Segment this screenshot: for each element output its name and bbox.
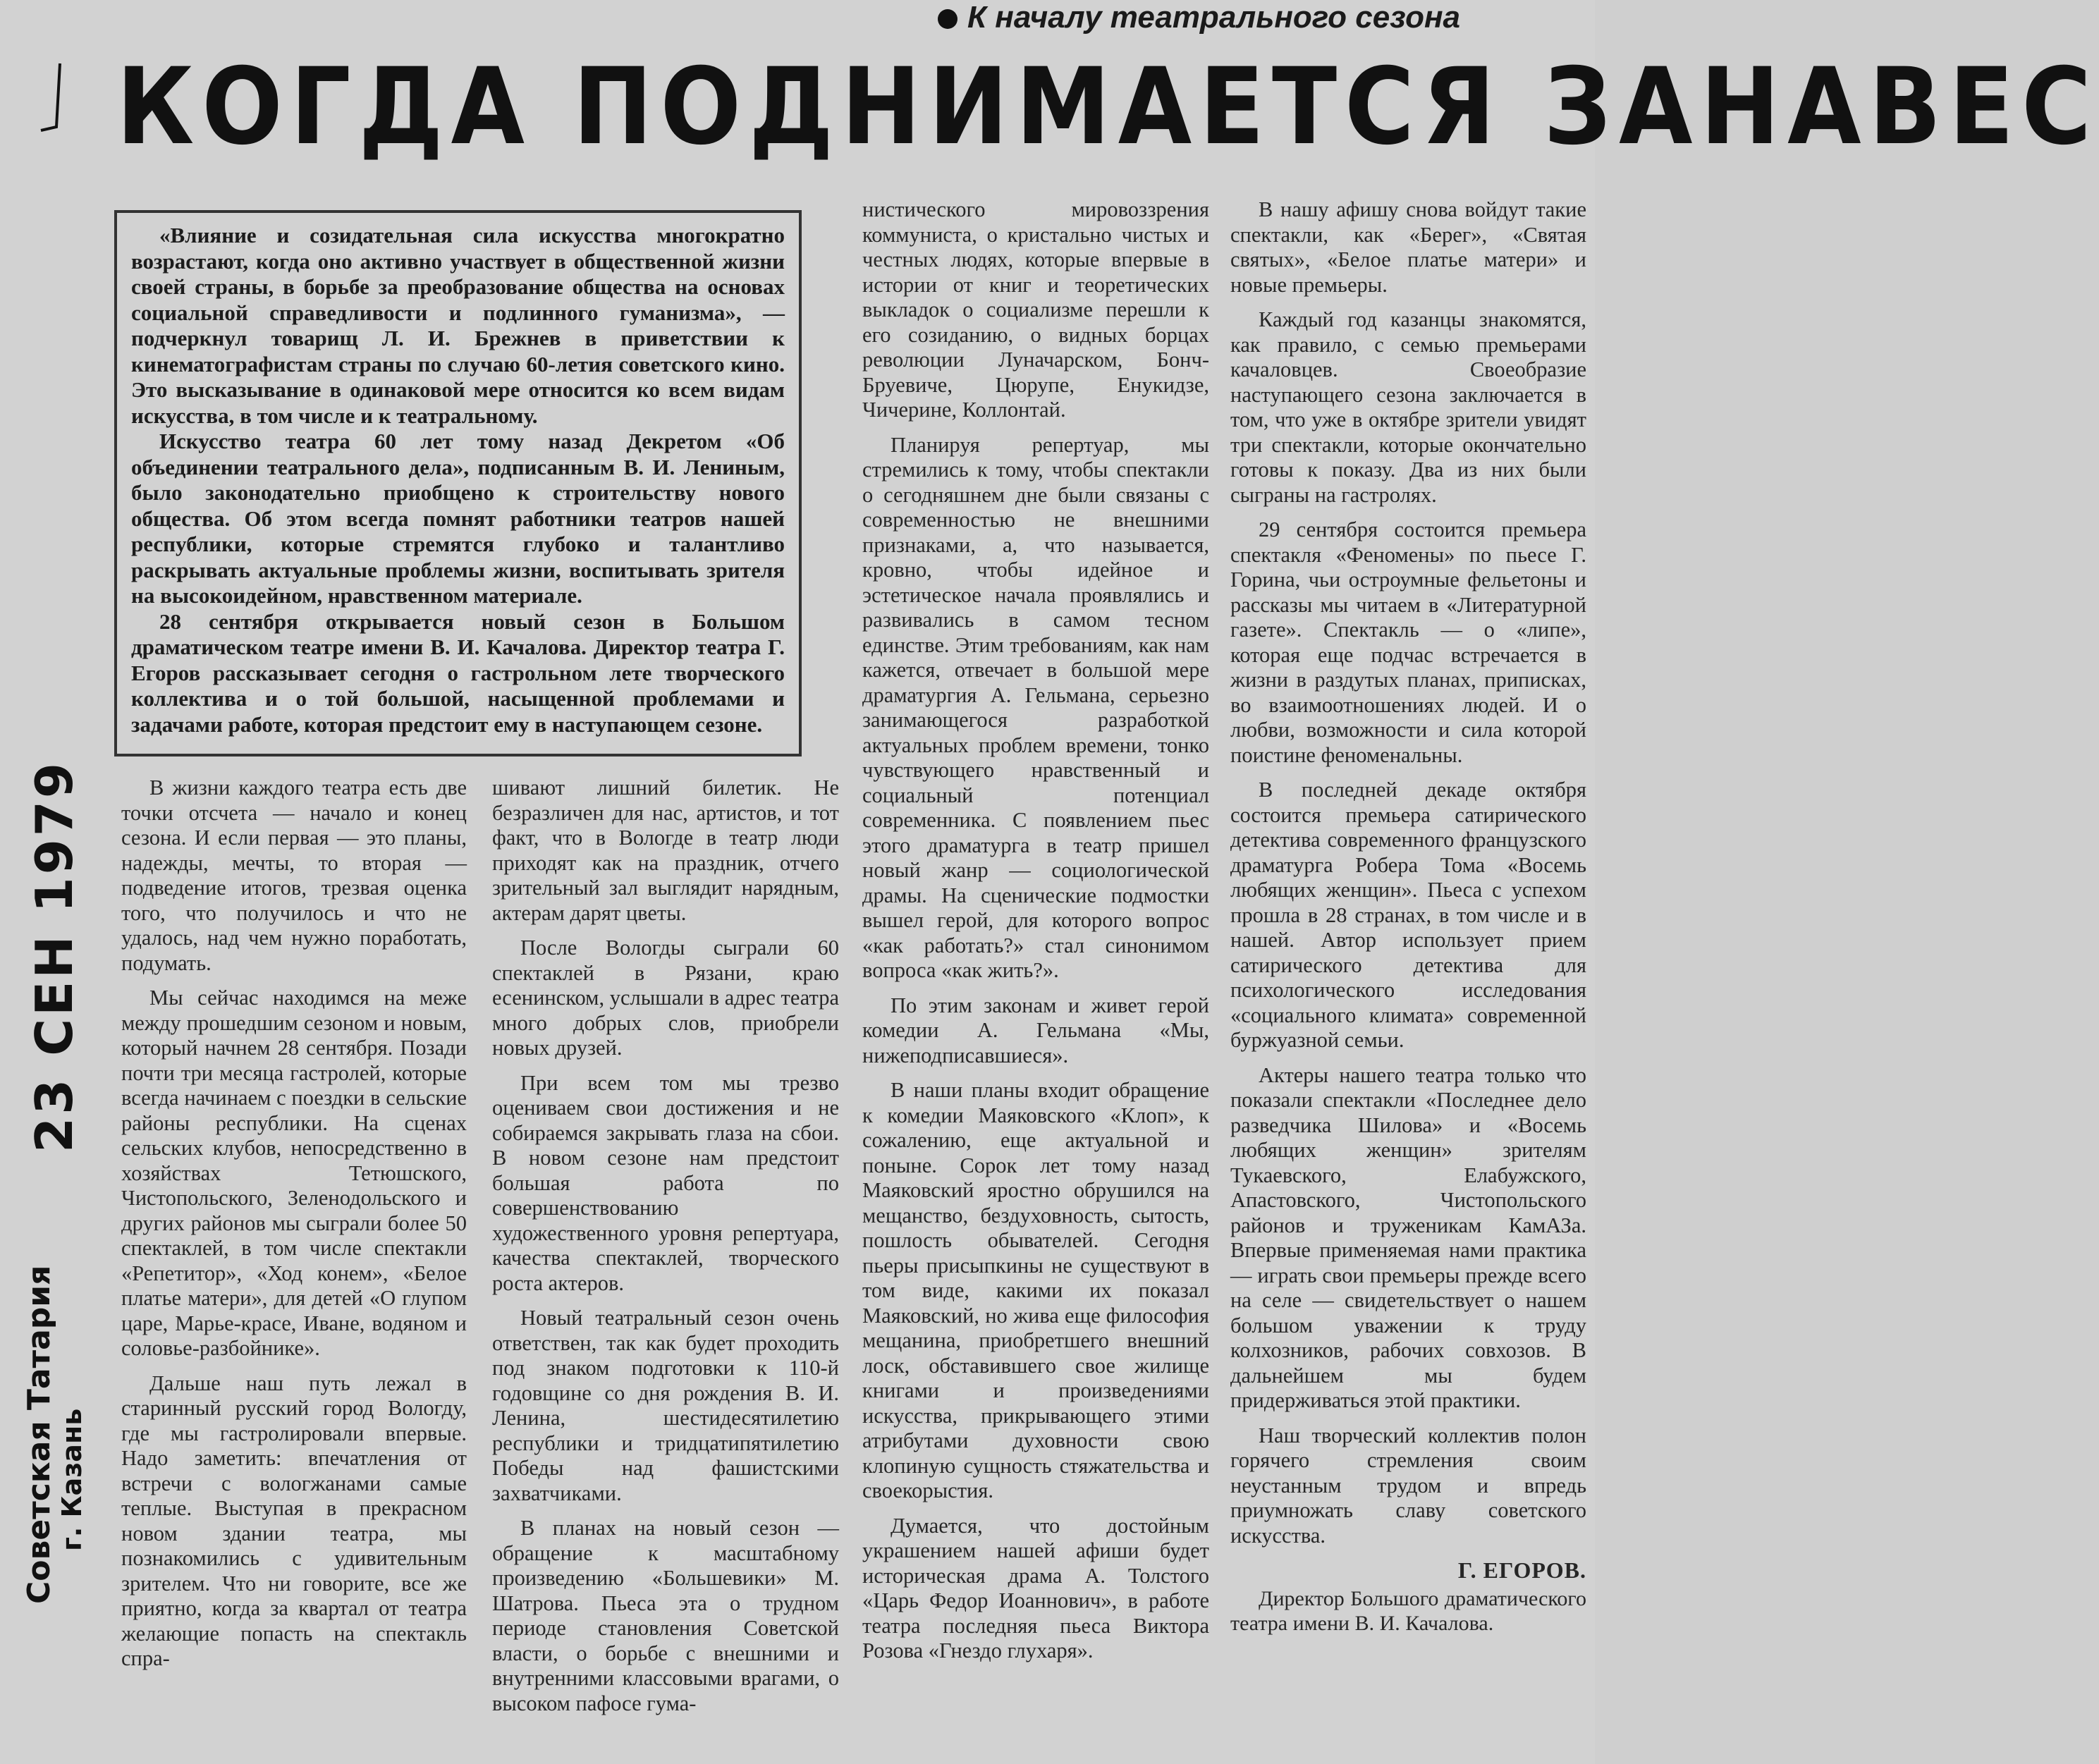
- headline: КОГДА ПОДНИМАЕТСЯ ЗАНАВЕС: [116, 46, 2099, 169]
- paragraph: нистического мировоззрения коммуниста, о кристально чистых и честных людях, которые впервые в истории от книг и теоретических выкладок о социализме перешли к его созиданию, о видных борцах революции Луначарском, Бонч-Бруевиче, Цюрупе, Енукидзе, Чичерине, Коллонтай.: [862, 197, 1209, 422]
- paragraph: Думается, что достойным украшением нашей афиши будет историческая драма А. Толстого «Царь Федор Иоаннович», в работе театра последняя пьеса Виктора Розова «Гнездо глухаря».: [862, 1513, 1209, 1662]
- column-3: [862, 197, 1209, 1759]
- lead-box: [114, 210, 802, 757]
- stamp-date: 23 СЕН 1979: [25, 760, 84, 1153]
- paragraph: В нашу афишу снова войдут такие спектакли, как «Берег», «Святая святых», «Белое платье матери» и новые премьеры.: [1230, 197, 1586, 297]
- author-signature: Г. ЕГОРОВ.: [1457, 1557, 1586, 1583]
- paragraph: Наш творческий коллектив полон горячего стремления своим неустанным трудом и впредь приумножать славу советского искусства.: [1230, 1423, 1586, 1548]
- column-1: [121, 776, 467, 1759]
- paragraph: Мы сейчас находимся на меже между прошедшим сезоном и новым, который начнем 28 сентября. Позади почти три месяца гастролей, которые всегда начинаем с поездки в сельские районы республики. На сценах сельских клубов, непосредственно в хозяйствах Тетюшского, Чистопольского, Зеленодольского и других районов мы сыграли более 50 спектаклей, в том числе спектакли «Репетитор», «Ход конем», «Белое платье матери», для детей «О глупом царе, Марье-красе, Иване, водяном и соловье-разбойнике».: [121, 986, 467, 1360]
- paragraph: По этим законам и живет герой комедии А. Гельмана «Мы, нижеподписавшиеся».: [862, 993, 1209, 1067]
- pen-mark-icon: [39, 60, 71, 137]
- paragraph: Планируя репертуар, мы стремились к тому, чтобы спектакли о сегодняшнем дне были связаны с современностью не внешними признаками, а, что называется, кровно, чтобы идейное и эстетическое начала проявлялись и развивались в самом тесном единстве. Этим требованиям, как нам кажется, отвечает в большой мере драматургия А. Гельмана, серьезно занимающегося разработкой актуальных проблем времени, тонко чувствующего нравственный и социальный потенциал современника. С появлением пьес этого драматурга в театр пришел новый жанр — социологической драмы. На сценические подмостки вышел герой, для которого вопрос «как работать?» стал синонимом вопроса «как жить?».: [862, 432, 1209, 982]
- lead-paragraph: 28 сентября открывается новый сезон в Большом драматическом театре имени В. И. Качалова. Директор театра Г. Егоров рассказывает сегодня о гастрольном лете творческого коллектива и о той большой, насыщенной проблемами и задачами работе, которая предстоит ему в наступающем сезоне.: [131, 608, 785, 737]
- author-position: Директор Большого драматического театра имени В. И. Качалова.: [1230, 1586, 1586, 1635]
- paragraph: В наши планы входит обращение к комедии Маяковского «Клоп», к сожалению, еще актуальной и поныне. Сорок лет тому назад Маяковский яростно обрушился на мещанство, бездуховность, сытость, пошлость обывателей. Сегодня пьеры присыпкины не существуют в том виде, какими их показал Маяковский, но жива еще философия мещанина, приобретшего внешний лоск, обставившего свое жилище книгами и произведениями искусства, прикрывающего этими атрибутами духовности свою клопиную сущность стяжательства и своекорыстия.: [862, 1078, 1209, 1502]
- paragraph: Дальше наш путь лежал в старинный русский город Вологду, где мы гастролировали впервые. Надо заметить: впечатления от встречи с вологжанами самые теплые. Выступая в прекрасном новом здании театра, мы познакомились с удивительным зрителем. Что ни говорите, все же приятно, когда за квартал от театра желающие попасть на спектакль спра-: [121, 1371, 467, 1670]
- stamp-city: г. Казань: [56, 1408, 87, 1551]
- column-2: [492, 776, 839, 1759]
- paragraph: В планах на новый сезон — обращение к масштабному произведению «Большевики» М. Шатрова. Пьеса эта о трудном периоде становления Советской власти, о борьбе с внешними и внутренними классовыми врагами, о высоком пафосе гума-: [492, 1516, 839, 1715]
- lead-paragraph: «Влияние и созидательная сила искусства многократно возрастают, когда оно активно участвует в общественной жизни своей страны, в борьбе за преобразование общества на основах социальной справедливости и подлинного гуманизма», — подчеркнул товарищ Л. И. Брежнев в приветствии к кинематографистам страны по случаю 60-летия советского кино. Это высказывание в одинаковой мере относится ко всем видам искусства, в том числе и к театральному.: [131, 223, 785, 428]
- column-4: [1230, 197, 1586, 1759]
- paragraph: В последней декаде октября состоится премьера сатирического детектива современного французского драматурга Робера Тома «Восемь любящих женщин». Пьеса с успехом прошла в 28 странах, в том числе и в нашей. Автор использует прием сатирического детектива для психологического исследования «социального климата» современной буржуазной семьи.: [1230, 778, 1586, 1052]
- paragraph: Новый театральный сезон очень ответствен, так как будет проходить под знаком подготовки к 110-й годовщине со дня рождения В. И. Ленина, шестидесятилетию республики и тридцатипятилетию Победы над фашистскими захватчиками.: [492, 1306, 839, 1505]
- paragraph: После Вологды сыграли 60 спектаклей в Рязани, краю есенинском, услышали в адрес театра много добрых слов, приобрели новых друзей.: [492, 936, 839, 1060]
- lead-paragraph: Искусство театра 60 лет тому назад Декретом «Об объединении театрального дела», подписанным В. И. Лениным, было законодательно приобщено к строительству нового общества. Об этом всегда помнят работники театров нашей республики, которые стремятся глубоко и талантливо раскрывать актуальные проблемы жизни, воспитывать зрителя на высокоидейном, нравственном материале.: [131, 429, 785, 608]
- paragraph: шивают лишний билетик. Не безразличен для нас, артистов, и тот факт, что в Вологде в театр люди приходят как на праздник, отчего зрительный зал выглядит нарядным, актерам дарят цветы.: [492, 776, 839, 925]
- paragraph: 29 сентября состоится премьера спектакля «Феномены» по пьесе Г. Горина, чьи остроумные фельетоны и рассказы мы читаем в «Литературной газете». Спектакль — о «липе», которая еще подчас встречается в жизни в раздутых планах, приписках, во взаимоотношениях людей. И о любви, возможности и сила которой поистине феноменальны.: [1230, 517, 1586, 767]
- archive-stamp: [21, 760, 87, 1604]
- bullet-icon: [938, 9, 957, 29]
- paragraph: Актеры нашего театра только что показали спектакли «Последнее дело разведчика Шилова» и «Восемь любящих женщин» зрителям Тукаевского, Елабужского, Апастовского, Чистопольского районов и труженикам КамАЗа. Впервые применяемая нами практика — играть свои премьеры прежде всего на селе — свидетельствует о нашем большом уважении к труду колхозников, рабочих совхозов. В дальнейшем мы будем придерживаться этой практики.: [1230, 1062, 1586, 1412]
- rubric: [938, 0, 1579, 39]
- paragraph: Каждый год казанцы знакомятся, как правило, с семью премьерами качаловцев. Своеобразие наступающего сезона заключается в том, что уже в октябре зрители увидят три спектакли, которые окончательно готовы к показу. Два из них были сыграны на гастролях.: [1230, 307, 1586, 507]
- paragraph: В жизни каждого театра есть две точки отсчета — начало и конец сезона. И если первая — это планы, надежды, мечты, то вторая — подведение итогов, трезвая оценка того, что получилось и что не удалось, над чем нужно поработать, подумать.: [121, 776, 467, 975]
- stamp-newspaper: Советская Татария: [21, 1265, 57, 1604]
- rubric-text: К началу театрального сезона: [967, 0, 1460, 35]
- paragraph: При всем том мы трезво оцениваем свои достижения и не собираемся закрывать глаза на сбои. В новом сезоне нам предстоит большая работа по совершенствованию художественного уровня репертуара, качества спектаклей, творческого роста актеров.: [492, 1070, 839, 1295]
